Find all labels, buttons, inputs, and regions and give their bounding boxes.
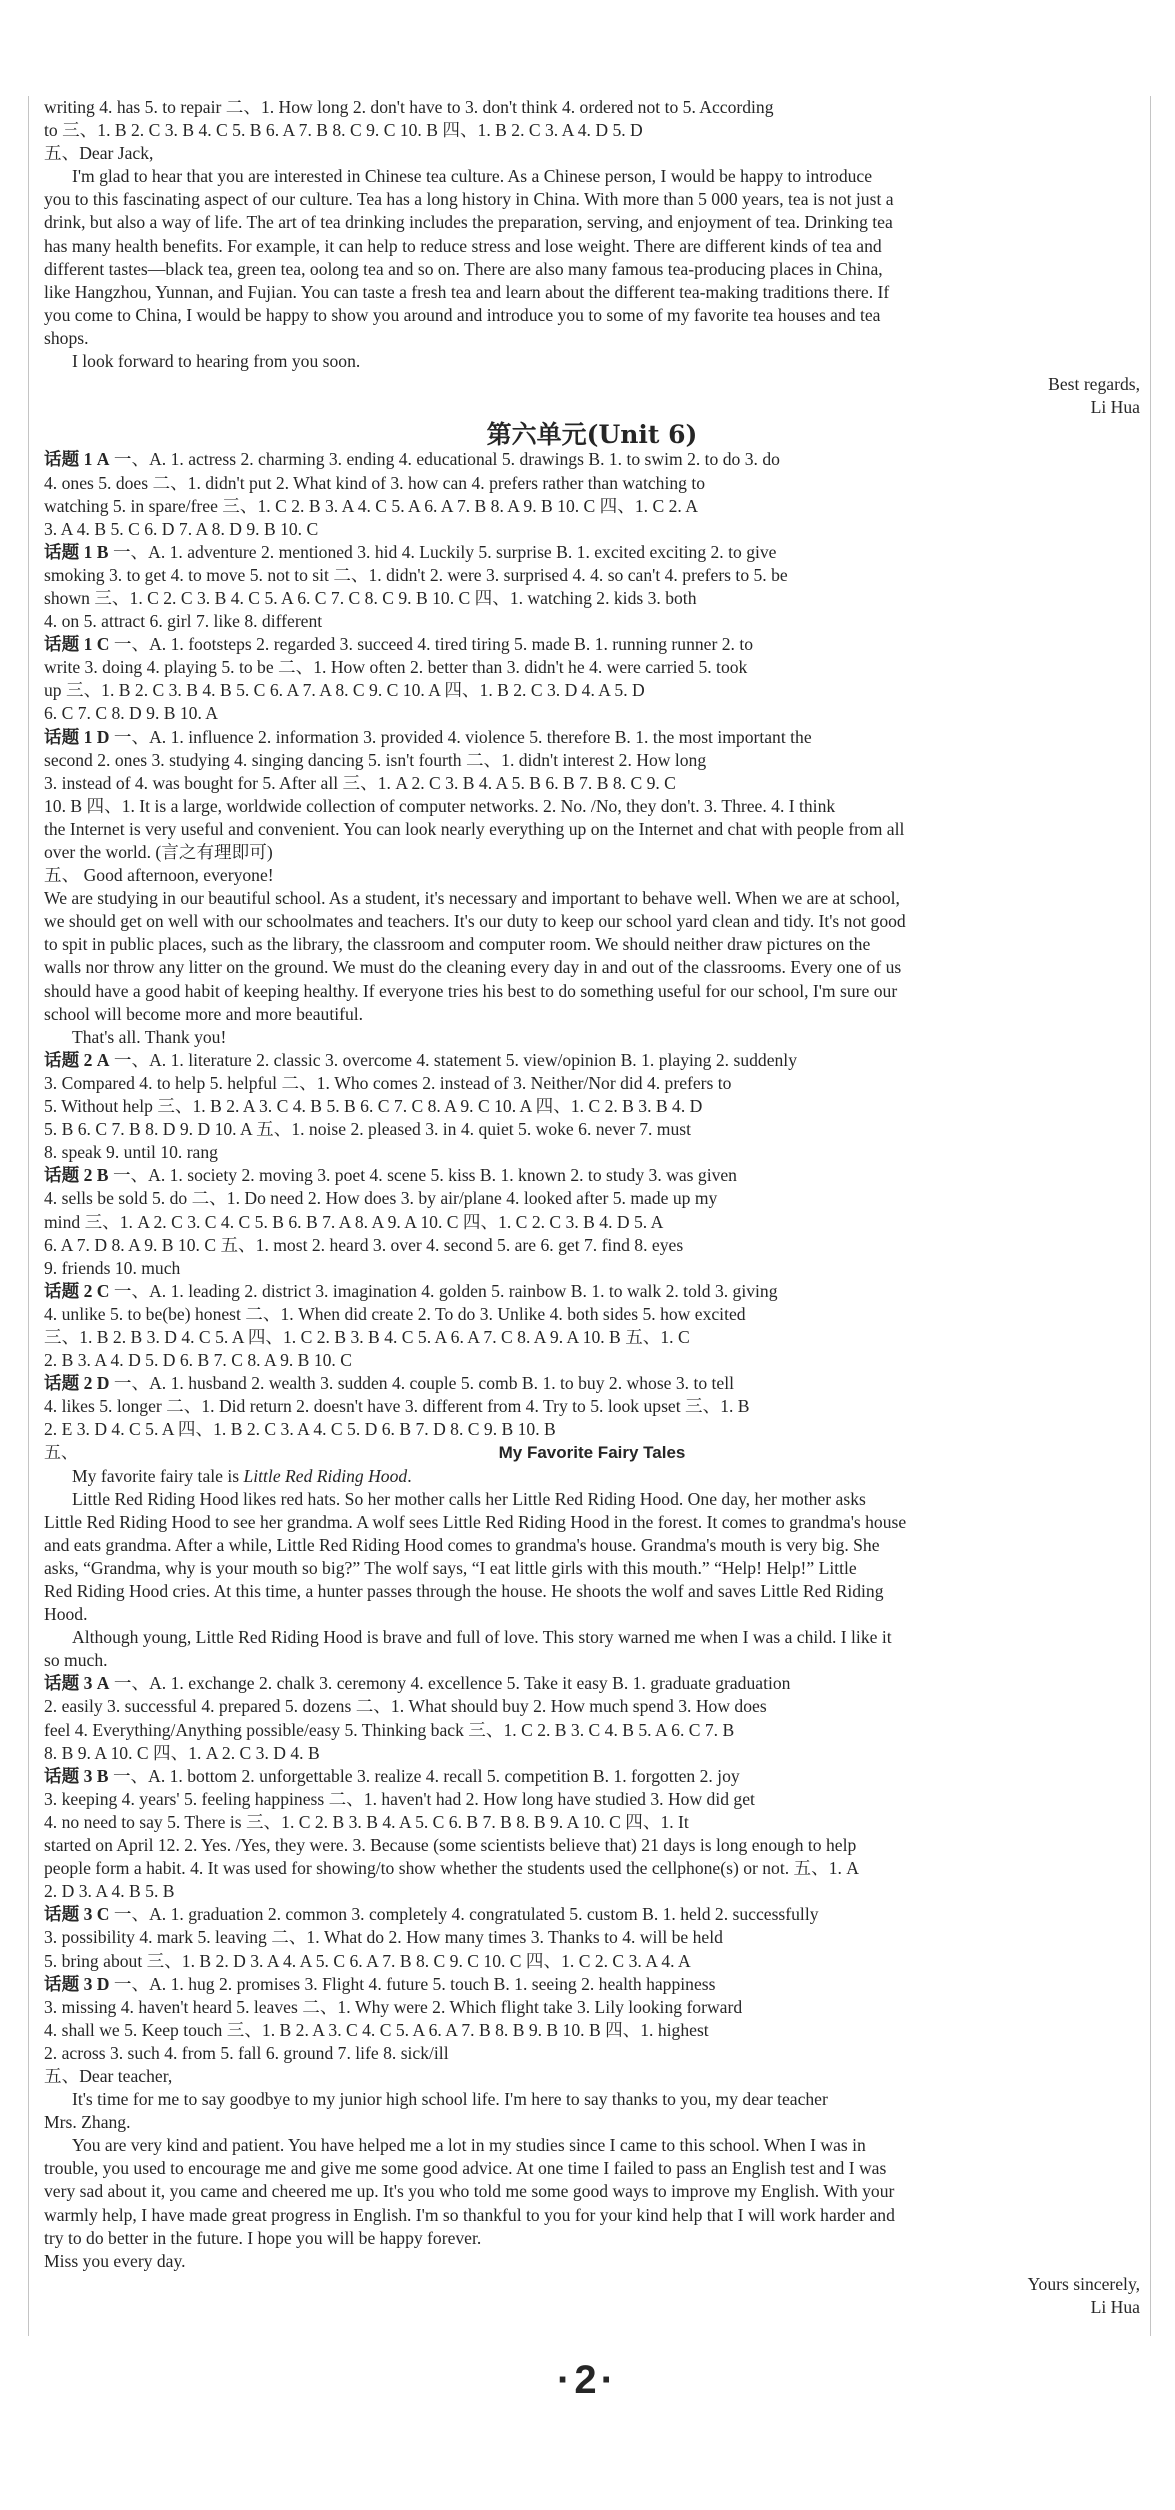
answer-line: 一、A. 1. actress 2. charming 3. ending 4. educational 5. drawings B. 1. to swim 2. to do 3. do — [113, 449, 780, 470]
answer-line: 4. sells be sold 5. do 二、1. Do need 2. How does 3. by air/plane 4. looked after 5. made up my — [44, 1188, 718, 1209]
topic-label: 话题 1 A — [44, 449, 110, 470]
essay-line: Red Riding Hood cries. At this time, a hunter passes through the house. He shoots the wolf and saves Little Red Riding — [44, 1581, 884, 1601]
speech — [44, 864, 1140, 1049]
letter-closing-line: I look forward to hearing from you soon. — [72, 351, 361, 372]
answer-line: 2. B 3. A 4. D 5. D 6. B 7. C 8. A 9. B 10. C — [44, 1350, 352, 1371]
topic-label: 话题 2 C — [44, 1280, 110, 1301]
speech-opening: 五、 Good afternoon, everyone! — [44, 865, 274, 886]
answer-line: 一、A. 1. graduation 2. common 3. completely 4. congratulated 5. custom B. 1. held 2. successfully — [113, 1904, 819, 1925]
topic-2-a — [44, 1049, 1140, 1164]
answer-line: 3. Compared 4. to help 5. helpful 二、1. Who comes 2. instead of 3. Neither/Nor did 4. prefers to — [44, 1072, 732, 1093]
answer-line: 4. ones 5. does 二、1. didn't put 2. What kind of 3. how can 4. prefers rather than watching to — [44, 472, 706, 493]
answer-line: 4. no need to say 5. There is 三、1. C 2. B 3. B 4. A 5. C 6. B 7. B 8. B 9. A 10. C 四、1. It — [44, 1811, 689, 1832]
answer-line: 三、1. B 2. B 3. D 4. C 5. A 四、1. C 2. B 3. B 4. C 5. A 6. A 7. C 8. A 9. A 10. B 五、1. C — [44, 1326, 690, 1347]
answer-line: 2. D 3. A 4. B 5. B — [44, 1881, 175, 1902]
letter-line: shops. — [44, 327, 89, 348]
answer-line: mind 三、1. A 2. C 3. C 4. C 5. B 6. B 7. A 8. A 9. A 10. C 四、1. C 2. C 3. B 4. D 5. A — [44, 1211, 664, 1232]
answer-line: people form a habit. 4. It was used for showing/to show whether the students used the cellphone(s) or not. 五、1. A — [44, 1858, 860, 1879]
essay-line: Little Red Riding Hood likes red hats. So her mother calls her Little Red Riding Hood. One day, her mother asks — [72, 1488, 866, 1509]
section-number: 五、 — [44, 1443, 78, 1463]
topic-3-d — [44, 1973, 1140, 2065]
answer-page — [44, 96, 1140, 2336]
right-margin-rule — [1150, 96, 1151, 2336]
answer-line: 6. C 7. C 8. D 9. B 10. A — [44, 703, 219, 724]
letter-line: drink, but also a way of life. The art of tea drinking includes the preparation, serving, and enjoyment of tea. Drinking tea — [44, 212, 893, 233]
answer-line: 6. A 7. D 8. A 9. B 10. C 五、1. most 2. heard 3. over 4. second 5. are 6. get 7. find 8. eyes — [44, 1234, 684, 1255]
topic-2-c — [44, 1280, 1140, 1372]
topic-label: 话题 3 D — [44, 1973, 110, 1994]
essay-line: asks, “Grandma, why is your mouth so big?” The wolf says, “I eat little girls with this mouth.” “Help! Help!” Little — [44, 1557, 857, 1578]
top-answers — [44, 96, 1140, 165]
essay-line: so much. — [44, 1650, 108, 1671]
answer-line: 4. shall we 5. Keep touch 三、1. B 2. A 3. C 4. C 5. A 6. A 7. B 8. B 9. B 10. B 四、1. highest — [44, 2019, 709, 2040]
topic-label: 话题 1 C — [44, 634, 110, 655]
topic-3-b — [44, 1765, 1140, 1904]
answer-line: 5. B 6. C 7. B 8. D 9. D 10. A 五、1. noise 2. pleased 3. in 4. quiet 5. woke 6. never 7. must — [44, 1119, 692, 1140]
answer-line: 一、A. 1. society 2. moving 3. poet 4. scene 5. kiss B. 1. known 2. to study 3. was given — [112, 1165, 737, 1186]
letter-line: try to do better in the future. I hope you will be happy forever. — [44, 2227, 482, 2248]
topic-3-c — [44, 1903, 1140, 1972]
unit-title: 第六单元(Unit 6) — [486, 420, 698, 450]
letter-line: you come to China, I would be happy to show you around and introduce you to some of my favorite tea houses and tea — [44, 304, 881, 325]
speech-line: should have a good habit of keeping healthy. If everyone tries his best to do something useful for our school, I'm sure our — [44, 980, 898, 1001]
letter-line: trouble, you used to encourage me and give me some good advice. At one time I failed to pass an English test and I was — [44, 2158, 887, 2179]
answer-line: 4. likes 5. longer 二、1. Did return 2. doesn't have 3. different from 4. Try to 5. look upset 三、1. B — [44, 1396, 750, 1417]
topic-1-c — [44, 633, 1140, 725]
topic-label: 话题 3 A — [44, 1673, 110, 1694]
letter-line: different tastes—black tea, green tea, oolong tea and so on. There are also many famous tea-producing places in China, — [44, 258, 883, 279]
answer-line: 10. B 四、1. It is a large, worldwide collection of computer networks. 2. No. /No, they don't. 3. Three. 4. I think — [44, 795, 836, 816]
answer-line: 4. on 5. attract 6. girl 7. like 8. different — [44, 611, 323, 632]
essay-line: and eats grandma. After a while, Little Red Riding Hood comes to grandma's house. Grandma's mouth is very big. She — [44, 1534, 880, 1555]
answer-line: 3. instead of 4. was bought for 5. After all 三、1. A 2. C 3. B 4. A 5. B 6. B 7. B 8. C 9. C — [44, 772, 676, 793]
speech-line: We are studying in our beautiful school. As a student, it's necessary and important to behave well. When we are at school, — [44, 888, 900, 909]
answer-line: smoking 3. to get 4. to move 5. not to sit 二、1. didn't 2. were 3. surprised 4. 4. so can't 4. prefers to 5. be — [44, 564, 788, 585]
answer-line: 一、A. 1. hug 2. promises 3. Flight 4. future 5. touch B. 1. seeing 2. health happiness — [113, 1973, 716, 1994]
essay-intro-end: . — [407, 1465, 412, 1486]
answer-line: shown 三、1. C 2. C 3. B 4. C 5. A 6. C 7. C 8. C 9. B 10. C 四、1. watching 2. kids 3. both — [44, 587, 697, 608]
answer-line: over the world. (言之有理即可) — [44, 842, 273, 862]
speech-line: walls nor throw any litter on the ground. We must do the cleaning every day in and out of the classrooms. Every one of us — [44, 957, 902, 978]
answer-line: 3. possibility 4. mark 5. leaving 二、1. What do 2. How many times 3. Thanks to 4. will be held — [44, 1927, 723, 1948]
answer-line: 2. E 3. D 4. C 5. A 四、1. B 2. C 3. A 4. C 5. D 6. B 7. D 8. C 9. B 10. B — [44, 1419, 556, 1440]
essay-line: Although young, Little Red Riding Hood is brave and full of love. This story warned me when I was a child. I like it — [72, 1627, 892, 1648]
answer-line: 一、A. 1. bottom 2. unforgettable 3. realize 4. recall 5. competition B. 1. forgotten 2. joy — [112, 1765, 740, 1786]
answer-line: 2. easily 3. successful 4. prepared 5. dozens 二、1. What should buy 2. How much spend 3. How does — [44, 1696, 767, 1717]
letter-line: very sad about it, you came and cheered me up. It's you who told me some good ways to improve my English. With your — [44, 2181, 895, 2202]
answer-line: 2. across 3. such 4. from 5. fall 6. ground 7. life 8. sick/ill — [44, 2042, 449, 2063]
answer-line: started on April 12. 2. Yes. /Yes, they were. 3. Because (some scientists believe that) 21 days is long enough to help — [44, 1835, 857, 1856]
speech-line: school will become more and more beautiful. — [44, 1003, 364, 1024]
answer-line: 3. missing 4. haven't heard 5. leaves 二、1. Why were 2. Which flight take 3. Lily looking forward — [44, 1996, 743, 2017]
answer-line: the Internet is very useful and convenient. You can look nearly everything up on the Internet and chat with people from all — [44, 818, 905, 839]
answer-line: write 3. doing 4. playing 5. to be 二、1. How often 2. better than 3. didn't he 4. were carried 5. took — [44, 657, 748, 678]
letter-line: like Hangzhou, Yunnan, and Fujian. You can taste a fresh tea and learn about the different tea-making traditions there. If — [44, 281, 890, 302]
letter-opening: 五、Dear teacher, — [44, 2065, 173, 2086]
topic-1-d — [44, 726, 1140, 865]
answer-line: second 2. ones 3. studying 4. singing dancing 5. isn't fourth 二、1. didn't interest 2. How long — [44, 749, 707, 770]
answer-line: 一、A. 1. husband 2. wealth 3. sudden 4. couple 5. comb B. 1. to buy 2. whose 3. to tell — [113, 1373, 735, 1394]
answer-line: 一、A. 1. adventure 2. mentioned 3. hid 4. Luckily 5. surprise B. 1. excited exciting 2. to give — [112, 541, 777, 562]
essay-line: Hood. — [44, 1604, 88, 1625]
answer-line: 一、A. 1. literature 2. classic 3. overcome 4. statement 5. view/opinion B. 1. playing 2. suddenly — [113, 1049, 797, 1070]
speech-line: to spit in public places, such as the library, the classroom and computer room. We should neither draw pictures on the — [44, 934, 871, 955]
speech-line: we should get on well with our schoolmates and teachers. It's our duty to keep our school yard clean and tidy. It's not good — [44, 911, 906, 932]
letter-signature: Li Hua — [1090, 397, 1140, 418]
answer-line: 3. keeping 4. years' 5. feeling happiness 二、1. haven't had 2. How long have studied 3. How did get — [44, 1788, 755, 1809]
letter-line: warmly help, I have made great progress in English. I'm so thankful to you for your kind help that I will work harder and — [44, 2204, 895, 2225]
essay-line: Little Red Riding Hood to see her grandma. A wolf sees Little Red Riding Hood in the forest. It comes to grandma's house — [44, 1511, 907, 1532]
answer-line: 一、A. 1. exchange 2. chalk 3. ceremony 4. excellence 5. Take it easy B. 1. graduate graduation — [113, 1673, 791, 1694]
letter-line: Mrs. Zhang. — [44, 2112, 131, 2133]
letter-tea-culture — [44, 165, 1140, 419]
topic-label: 话题 3 B — [44, 1765, 109, 1786]
answer-line: feel 4. Everything/Anything possible/easy 5. Thinking back 三、1. C 2. B 3. C 4. B 5. A 6. C 7. B — [44, 1719, 735, 1740]
speech-closing: That's all. Thank you! — [72, 1026, 227, 1047]
essay-intro — [44, 1465, 1140, 1488]
topic-1-a — [44, 448, 1140, 540]
answer-line: to 三、1. B 2. C 3. B 4. C 5. B 6. A 7. B 8. C 9. C 10. B 四、1. B 2. C 3. A 4. D 5. D — [44, 120, 643, 141]
answer-line: 5. Without help 三、1. B 2. A 3. C 4. B 5. B 6. C 7. C 8. A 9. C 10. A 四、1. C 2. B 3. B 4. D — [44, 1096, 703, 1117]
letter-to-teacher — [44, 2065, 1140, 2319]
letter-line: Miss you every day. — [44, 2250, 186, 2271]
topic-2-b — [44, 1164, 1140, 1279]
answer-line: 五、Dear Jack, — [44, 143, 154, 164]
topic-label: 话题 2 D — [44, 1373, 110, 1394]
answer-line: 5. bring about 三、1. B 2. D 3. A 4. A 5. C 6. A 7. B 8. C 9. C 10. C 四、1. C 2. C 3. A 4. A — [44, 1950, 691, 1971]
essay-title: My Favorite Fairy Tales — [498, 1443, 686, 1463]
topic-2-d — [44, 1372, 1140, 1441]
left-margin-rule — [28, 96, 29, 2336]
topic-1-b — [44, 541, 1140, 633]
letter-sign-off: Best regards, — [1048, 374, 1140, 395]
topic-3-a — [44, 1672, 1140, 1764]
answer-line: 一、A. 1. footsteps 2. regarded 3. succeed 4. tired tiring 5. made B. 1. running runner 2. to — [113, 634, 754, 655]
topic-label: 话题 2 A — [44, 1049, 110, 1070]
letter-signature: Li Hua — [1090, 2296, 1140, 2317]
essay-intro-text: My favorite fairy tale is — [72, 1465, 244, 1486]
letter-sign-off: Yours sincerely, — [1027, 2273, 1140, 2294]
answer-line: up 三、1. B 2. C 3. B 4. B 5. C 6. A 7. A 8. C 9. C 10. A 四、1. B 2. C 3. D 4. A 5. D — [44, 680, 645, 701]
answer-line: watching 5. in spare/free 三、1. C 2. B 3. A 4. C 5. A 6. A 7. B 8. A 9. B 10. C 四、1. C 2. A — [44, 495, 698, 516]
letter-line: You are very kind and patient. You have helped me a lot in my studies since I came to this school. When I was in — [72, 2135, 866, 2156]
topic-label: 话题 2 B — [44, 1165, 109, 1186]
fairy-tale-title: Little Red Riding Hood — [243, 1465, 408, 1486]
answer-line: writing 4. has 5. to repair 二、1. How long 2. don't have to 3. don't think 4. ordered not to 5. According — [44, 97, 774, 117]
fairy-tale-essay — [44, 1441, 1140, 1672]
letter-line: I'm glad to hear that you are interested in Chinese tea culture. As a Chinese person, I would be happy to introduce — [72, 166, 873, 187]
answer-line: 一、A. 1. influence 2. information 3. provided 4. violence 5. therefore B. 1. the most important the — [113, 726, 812, 747]
topic-label: 话题 1 B — [44, 541, 109, 562]
letter-line: It's time for me to say goodbye to my junior high school life. I'm here to say thanks to you, my dear teacher — [72, 2089, 828, 2110]
letter-line: has many health benefits. For example, it can help to reduce stress and lose weight. There are different kinds of tea and — [44, 235, 882, 256]
answer-line: 3. A 4. B 5. C 6. D 7. A 8. D 9. B 10. C — [44, 518, 319, 539]
answer-line: 8. B 9. A 10. C 四、1. A 2. C 3. D 4. B — [44, 1742, 320, 1763]
answer-line: 一、A. 1. leading 2. district 3. imagination 4. golden 5. rainbow B. 1. to walk 2. told 3. giving — [113, 1280, 778, 1301]
page-number: ·2· — [557, 2358, 618, 2402]
answer-line: 4. unlike 5. to be(be) honest 二、1. When did create 2. To do 3. Unlike 4. both sides 5. how excited — [44, 1303, 746, 1324]
answer-line: 8. speak 9. until 10. rang — [44, 1142, 218, 1163]
letter-line: you to this fascinating aspect of our culture. Tea has a long history in China. With more than 5 000 years, tea is not just a — [44, 189, 894, 210]
answer-line: 9. friends 10. much — [44, 1257, 181, 1278]
topic-label: 话题 1 D — [44, 726, 110, 747]
topic-label: 话题 3 C — [44, 1904, 110, 1925]
